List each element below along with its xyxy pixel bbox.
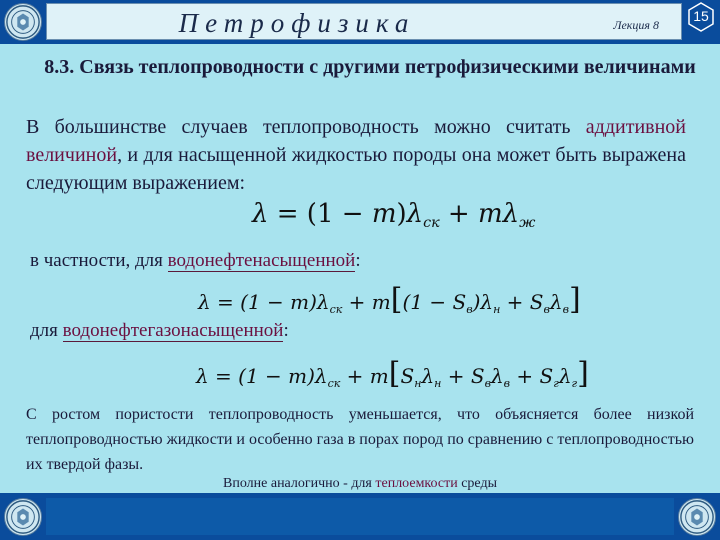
f2-lbracket: [ [390,282,403,317]
f3-sub-g2: г [571,376,578,390]
formula-lambda-3: λ [502,199,520,229]
f2-b: + m [342,290,391,314]
f3-sub-g: г [553,376,559,390]
section-heading: 8.3. Связь теплопроводности с другими петрофизическими величинами [44,56,696,78]
formula-general [252,199,535,231]
f2-sub-v3: в [562,302,570,316]
f3-c: S [400,364,415,388]
title-box [46,3,682,40]
f2-sub-ck: ск [329,302,343,316]
f2-rbracket: ] [569,282,581,317]
formula-sub-zh: ж [519,215,536,231]
f2-sub-n: н [493,302,501,316]
f3-rbracket: ] [577,356,589,391]
case1-label: водонефтенасыщенной [167,250,356,271]
intro-text-2: , и для насыщенной жидкостью породы она может быть выражена следующим выражением: [26,144,686,194]
f3-d: λ [421,364,435,388]
formula-sub-ck: ск [423,215,440,231]
university-seal-icon [4,498,42,536]
page-badge [686,2,716,32]
intro-text-1: В большинстве случаев теплопроводность можно считать [26,116,586,138]
intro-highlight: аддитивной величиной [26,116,686,166]
f3-lbracket: [ [388,356,401,391]
lecture-label: Лекция 8 [613,18,659,32]
f3-b: + m [340,364,389,388]
intro-paragraph [26,113,686,197]
slide-title: Петрофизика [178,8,416,38]
formula-close: ) [396,199,407,229]
formula-lambda-2: λ [406,199,424,229]
university-seal-icon [4,3,42,41]
formula-m: m [371,199,397,229]
case-oil-water-gas [30,320,289,342]
note-line [0,476,720,492]
f3-h: λ [558,364,572,388]
case-oil-water [30,250,361,272]
conclusion-paragraph: С ростом пористости теплопроводность уменьшается, что объясняется более низкой теплопроводностью жидкости и особенно газа в порах пород по сравнению с теплопроводностью их твердой фазы. [26,406,694,473]
note-prefix: Вполне аналогично - для [223,476,376,491]
note-suffix: среды [457,476,497,491]
f3-sub-v: в [484,376,491,390]
university-seal-icon [678,498,716,536]
f3-a: λ = (1 − m)λ [196,364,328,388]
case2-prefix: для [30,320,63,341]
f2-f: λ [549,290,563,314]
case2-suffix: : [283,320,289,341]
f2-sub-v: в [466,302,473,316]
case2-label: водонефтегазонасыщенной [62,320,284,341]
footer-panel [46,498,674,535]
footer-bar [0,493,720,540]
header-bar [0,0,720,44]
formula-plus: + [439,199,478,229]
f3-e: + S [441,364,485,388]
page-number: 15 [693,8,709,24]
f2-a: λ = (1 − m)λ [198,290,330,314]
f3-sub-v2: в [503,376,511,390]
f3-g: + S [510,364,554,388]
formula-lambda: λ [252,199,269,229]
note-highlight: теплоемкости [375,476,458,491]
f3-sub-ck: ск [327,376,341,390]
case1-suffix: : [355,250,361,271]
f2-e: + S [500,290,544,314]
f2-sub-v2: в [543,302,550,316]
f3-sub-n2: н [434,376,442,390]
formula-m-2: m [477,199,503,229]
f2-c: (1 − S [402,290,467,314]
formula-oil-water [198,282,581,317]
formula-eq: = (1 − [268,199,372,229]
case1-prefix: в частности, для [30,250,168,271]
f3-f: λ [490,364,504,388]
f3-sub-n: н [414,376,422,390]
formula-oil-water-gas [196,356,589,391]
f2-d: )λ [472,290,494,314]
